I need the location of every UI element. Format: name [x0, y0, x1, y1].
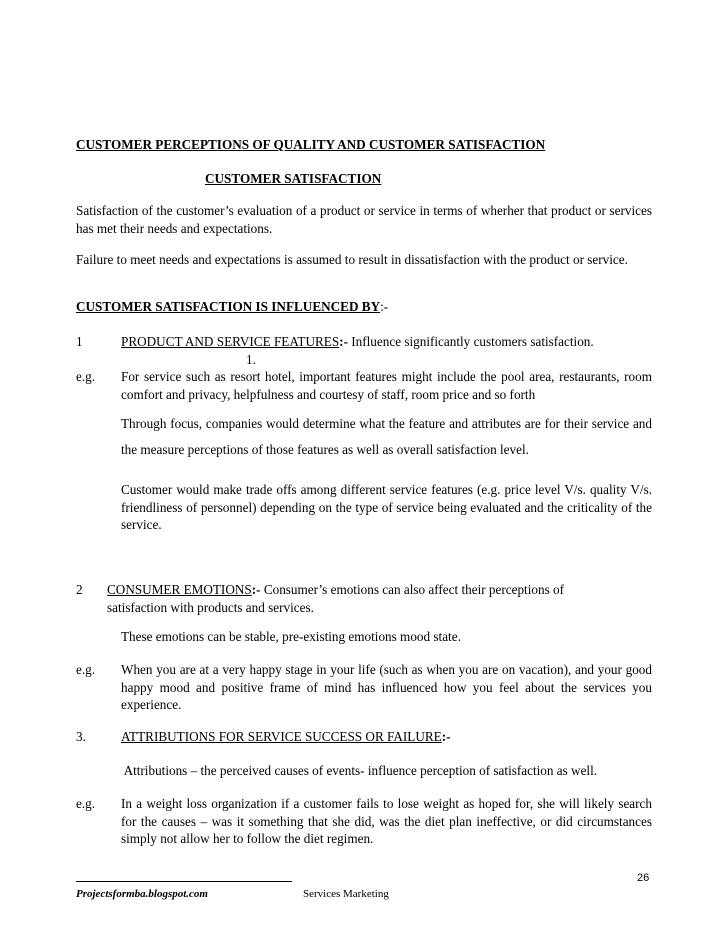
- section-subtitle: CUSTOMER SATISFACTION: [205, 171, 382, 186]
- item3-number: 3.: [76, 729, 86, 744]
- item2-eg-text: When you are at a very happy stage in your life (such as when you are on vacation), and your good happy mood and positive frame of mind has influenced how you feel about the services you experience.: [121, 662, 652, 712]
- item3-paragraph-a: Attributions – the perceived causes of events- influence perception of satisfaction as well.: [121, 763, 598, 778]
- footer-site: Projectsformba.blogspot.com: [76, 888, 208, 900]
- item1-paragraph-a: Through focus, companies would determine what the feature and attributes are for their service and the measure perceptions of those features as well as overall satisfaction level.: [121, 416, 652, 457]
- item1-heading-text: Influence significantly customers satisfaction.: [347, 334, 594, 349]
- item1-sub-number: 1.: [246, 352, 256, 367]
- item2-heading-text: Consumer’s emotions can also affect their perceptions of: [260, 582, 564, 597]
- item2-heading-line-2: satisfaction with products and services.: [107, 600, 314, 615]
- intro-paragraph-1: Satisfaction of the customer’s evaluation of a product or service in terms of wherher that product or services has met their needs and expectations.: [76, 203, 652, 236]
- footer-divider: [76, 881, 292, 882]
- item1-heading: PRODUCT AND SERVICE FEATURES: [121, 334, 340, 349]
- influenced-heading-text: CUSTOMER SATISFACTION IS INFLUENCED BY: [76, 299, 381, 314]
- item1-eg-label: e.g.: [76, 369, 96, 384]
- influenced-heading: [76, 298, 388, 315]
- item2-heading-line: [107, 581, 564, 598]
- item1-heading-suffix: :-: [339, 334, 348, 349]
- footer-subject: Services Marketing: [303, 888, 389, 900]
- intro-paragraph-2: Failure to meet needs and expectations is assumed to result in dissatisfaction with the product or service.: [76, 252, 628, 267]
- item3-eg-label: e.g.: [76, 796, 96, 811]
- item1-paragraph-b: Customer would make trade offs among different service features (e.g. price level V/s. quality V/s. friendliness of personnel) depending on the type of service being evaluated and the criticality of the service.: [121, 482, 652, 532]
- item3-heading: ATTRIBUTIONS FOR SERVICE SUCCESS OR FAILURE: [121, 729, 442, 744]
- item3-eg-text: In a weight loss organization if a customer fails to lose weight as hoped for, she will likely search for the causes – was it something that she did, was the diet plan ineffective, or did circumstances simply not allow her to follow the diet regimen.: [121, 796, 652, 846]
- item2-paragraph-a: These emotions can be stable, pre-existing emotions mood state.: [121, 629, 461, 644]
- page-number: 26: [637, 872, 650, 884]
- item2-number: 2: [76, 582, 83, 597]
- item1-heading-line: [121, 333, 594, 350]
- item3-heading-line: [121, 728, 451, 745]
- item2-heading-suffix: :-: [251, 582, 261, 597]
- influenced-heading-suffix: :-: [380, 299, 389, 314]
- item2-eg-label: e.g.: [76, 662, 96, 677]
- item3-heading-suffix: :-: [441, 729, 451, 744]
- item1-eg-text: For service such as resort hotel, important features might include the pool area, restaurants, room comfort and privacy, helpfulness and courtesy of staff, room price and so forth: [121, 369, 652, 402]
- item1-number: 1: [76, 334, 83, 349]
- item2-heading: CONSUMER EMOTIONS: [107, 582, 252, 597]
- page-title: CUSTOMER PERCEPTIONS OF QUALITY AND CUSTOMER SATISFACTION: [76, 137, 546, 152]
